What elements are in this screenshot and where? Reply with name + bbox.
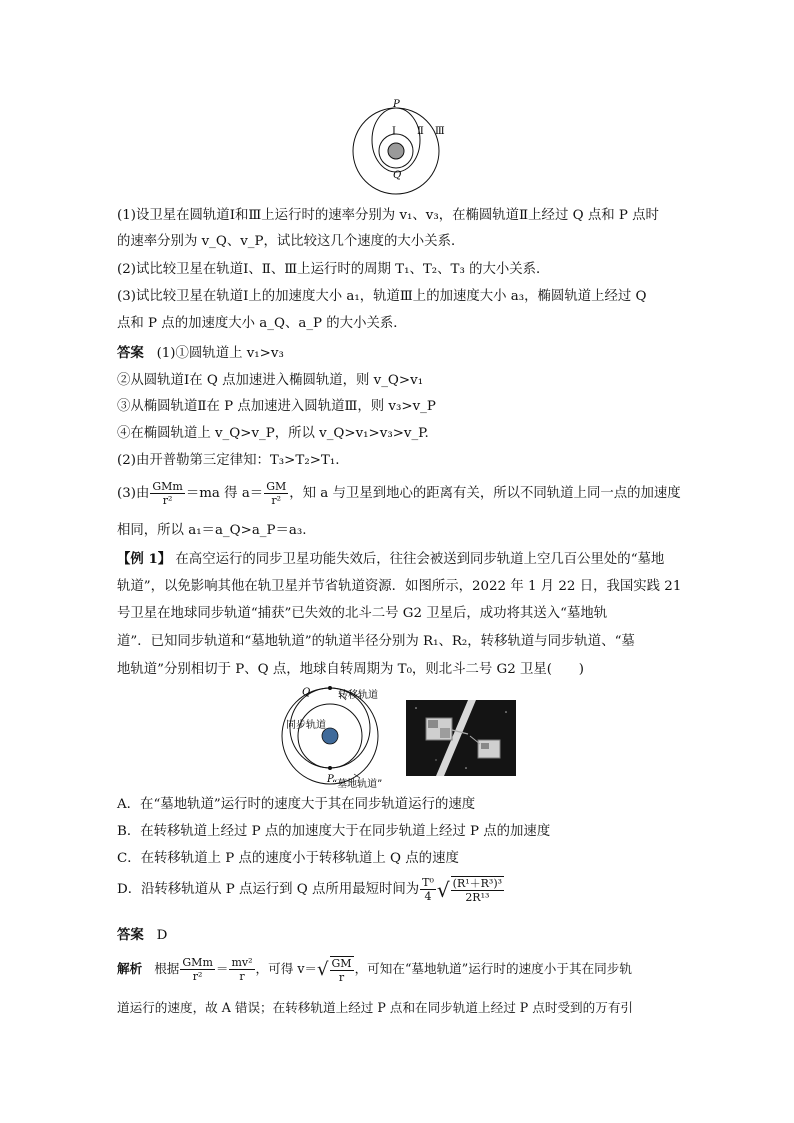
grave-orbit-label: “墓地轨道” bbox=[332, 779, 383, 788]
denominator: r bbox=[338, 970, 345, 984]
denominator: r bbox=[239, 970, 245, 983]
question-line: 的速率分别为 v_Q、v_P，试比较这几个速度的大小关系． bbox=[117, 234, 465, 249]
example-line: 道”．已知同步轨道和“墓地轨道”的轨道半径分别为 R₁、R₂，转移轨道与同步轨道、“墓 bbox=[117, 634, 635, 649]
orbit-i-label: Ⅰ bbox=[392, 126, 396, 137]
orbit-diagram-1 bbox=[345, 96, 460, 196]
answer-line: ②从圆轨道Ⅰ在 Q 点加速进入椭圆轨道，则 v_Q>v₁ bbox=[117, 373, 424, 388]
numerator: GMm bbox=[182, 956, 213, 969]
answer-label: 答案 bbox=[117, 345, 144, 361]
analysis-text: ，可知在“墓地轨道”运行时的速度小于其在同步轨 bbox=[354, 961, 632, 976]
answer-value: D bbox=[156, 928, 168, 943]
option-d bbox=[117, 873, 505, 907]
option-c: C．在转移轨道上 P 点的速度小于转移轨道上 Q 点的速度 bbox=[117, 851, 459, 866]
question-line: 点和 P 点的加速度大小 a_Q、a_P 的大小关系． bbox=[117, 316, 407, 331]
example-line: 轨道”，以免影响其他在轨卫星并节省轨道资源．如图所示，2022 年 1 月 22 日，我国实践 21 bbox=[117, 579, 682, 594]
analysis-text: 根据 bbox=[154, 961, 180, 976]
answer-line bbox=[117, 343, 284, 364]
analysis-text: ＝ bbox=[215, 961, 229, 976]
orbit-diagram-2 bbox=[262, 684, 392, 788]
numerator: GM bbox=[266, 480, 287, 493]
numerator: T⁰ bbox=[422, 876, 434, 889]
denominator: r² bbox=[162, 494, 173, 507]
answer-line: ③从椭圆轨道Ⅱ在 P 点加速进入圆轨道Ⅲ，则 v₃>v_P bbox=[117, 399, 436, 414]
fraction bbox=[180, 956, 214, 983]
fraction bbox=[420, 876, 436, 903]
analysis-line bbox=[117, 953, 632, 985]
formula-text: (3)由 bbox=[117, 486, 150, 501]
numerator: mv² bbox=[231, 956, 253, 969]
example-line: 号卫星在地球同步轨道“捕获”已失效的北斗二号 G2 卫星后，成功将其送入“墓地轨 bbox=[117, 606, 608, 621]
answer-line: ④在椭圆轨道上 v_Q>v_P，所以 v_Q>v₁>v₃>v_P. bbox=[117, 426, 429, 441]
orbit-ii bbox=[372, 108, 420, 172]
answer-line bbox=[117, 925, 167, 946]
example-tag: 【例 1】 bbox=[117, 551, 172, 567]
fraction bbox=[264, 480, 288, 507]
radicand bbox=[451, 876, 504, 904]
analysis-text: ，可得 v＝ bbox=[255, 961, 318, 976]
option-text: D．沿转移轨道从 P 点运行到 Q 点所用最短时间为 bbox=[117, 882, 420, 897]
denominator: 2R¹³ bbox=[465, 890, 490, 904]
transfer-orbit-label: 转移轨道 bbox=[338, 690, 378, 701]
satellite-photo bbox=[406, 700, 516, 776]
answer-text: (1)①圆轨道上 v₁>v₃ bbox=[156, 346, 284, 361]
answer-line: (2)由开普勒第三定律知：T₃>T₂>T₁. bbox=[117, 453, 340, 468]
example-text: 在高空运行的同步卫星功能失效后，往往会被送到同步轨道上空几百公里处的“墓地 bbox=[171, 552, 665, 567]
analysis-line: 道运行的速度，故 A 错误；在转移轨道上经过 P 点和在同步轨道上经过 P 点时受到的万有引 bbox=[117, 1000, 634, 1015]
point-p-dot bbox=[328, 766, 332, 770]
numerator: (R¹＋R³)³ bbox=[452, 876, 503, 890]
orbit-ii-label: Ⅱ bbox=[417, 126, 424, 137]
option-a: A．在“墓地轨道”运行时的速度大于其在同步轨道运行的速度 bbox=[117, 797, 476, 812]
answer-formula-line bbox=[117, 480, 681, 508]
question-line: (3)试比较卫星在轨道Ⅰ上的加速度大小 a₁，轨道Ⅲ上的加速度大小 a₃，椭圆轨道上经过 Q bbox=[117, 289, 647, 304]
point-q-label: Q bbox=[302, 687, 311, 698]
radical-sign: √ bbox=[436, 877, 450, 902]
example-line bbox=[117, 549, 664, 570]
orbit-iii-label: Ⅲ bbox=[435, 126, 445, 137]
point-q-dot bbox=[328, 686, 332, 690]
numerator: GM bbox=[331, 956, 352, 970]
radical-sign: √ bbox=[317, 958, 329, 980]
earth bbox=[388, 143, 404, 159]
answer-label: 答案 bbox=[117, 927, 144, 943]
denominator: r² bbox=[192, 970, 203, 983]
fraction bbox=[150, 480, 184, 507]
analysis-label: 解析 bbox=[117, 961, 143, 976]
point-p-label: P bbox=[327, 774, 334, 785]
option-b: B．在转移轨道上经过 P 点的加速度大于在同步轨道上经过 P 点的加速度 bbox=[117, 824, 551, 839]
denominator: r² bbox=[271, 494, 282, 507]
fraction bbox=[229, 956, 254, 983]
answer-line: 相同，所以 a₁＝a_Q>a_P＝a₃. bbox=[117, 523, 307, 538]
question-line: (2)试比较卫星在轨道Ⅰ、Ⅱ、Ⅲ上运行时的周期 T₁、T₂、T₃ 的大小关系． bbox=[117, 262, 550, 277]
point-q-label: Q bbox=[393, 170, 402, 181]
question-line: (1)设卫星在圆轨道Ⅰ和Ⅲ上运行时的速率分别为 v₁、v₃，在椭圆轨道Ⅱ上经过 Q 点和 P 点时 bbox=[117, 208, 659, 223]
sync-orbit-label: 同步轨道 bbox=[286, 720, 326, 731]
example-line: 地轨道”分别相切于 P、Q 点，地球自转周期为 T₀，则北斗二号 G2 卫星( ) bbox=[117, 662, 585, 677]
numerator: GMm bbox=[152, 480, 183, 493]
point-p-label: P bbox=[393, 99, 400, 110]
radicand bbox=[330, 956, 354, 984]
denominator: 4 bbox=[424, 890, 432, 903]
formula-text: ，知 a 与卫星到地心的距离有关，所以不同轨道上同一点的加速度 bbox=[289, 486, 681, 501]
formula-text: ＝ma 得 a＝ bbox=[185, 486, 264, 501]
